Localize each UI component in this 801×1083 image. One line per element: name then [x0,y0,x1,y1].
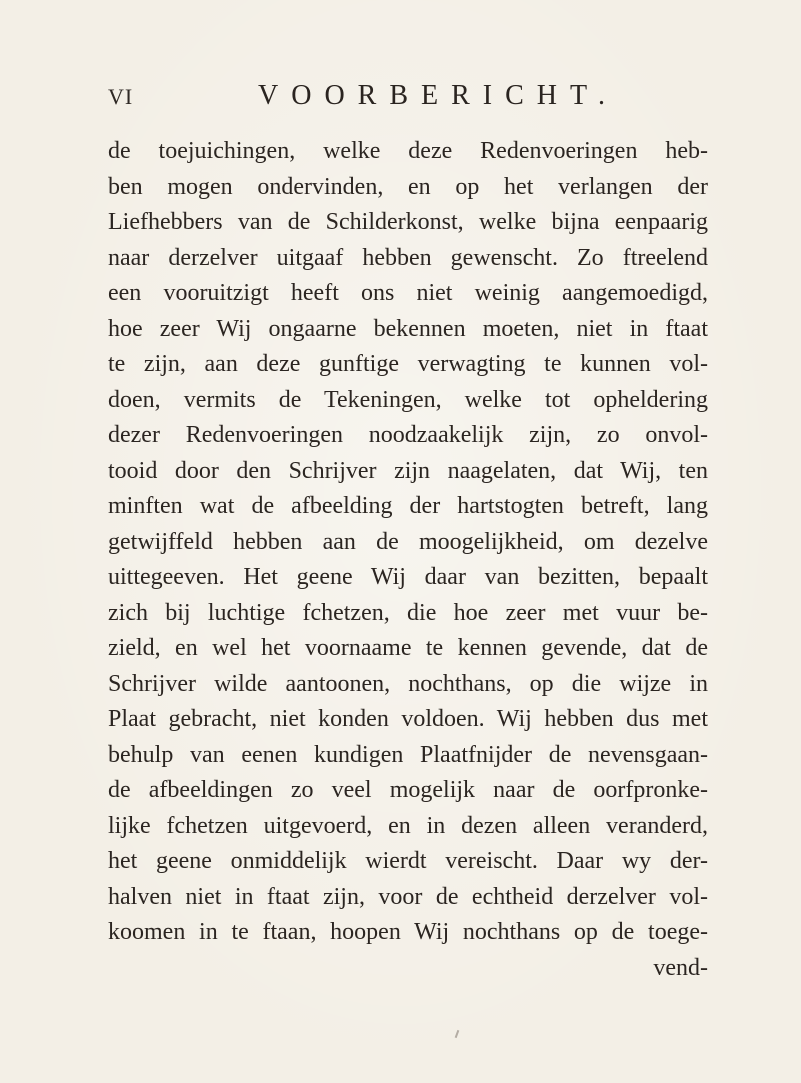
text-line: ben mogen ondervinden, en op het verlangen der [108,173,708,200]
text-line: te zijn, aan deze gunftige verwagting te kunnen vol- [108,351,708,377]
text-line: naar derzelver uitgaaf hebben gewenscht. Zo ftreelend [108,244,708,271]
text-line: het geene onmiddelijk wierdt vereischt. Daar wy der- [108,848,708,874]
text-line: doen, vermits de Tekeningen, welke tot opheldering [108,386,708,413]
page-number: VI [108,84,134,109]
text-line: minften wat de afbeelding der hartstogten betreft, lang [108,493,708,519]
text-line: zield, en wel het voornaame te kennen gevende, dat de [108,635,708,661]
text-line: halven niet in ftaat zijn, voor de echtheid derzelver vol- [108,883,708,910]
text-line: lijke fchetzen uitgevoerd, en in dezen alleen veranderd, [108,812,708,839]
section-title: VOORBERICHT. [258,80,619,111]
text-line: Liefhebbers van de Schilderkonst, welke bijna eenpaarig [108,209,708,235]
text-line: hoe zeer Wij ongaarne bekennen moeten, niet in ftaat [108,315,708,342]
text-line: dezer Redenvoeringen noodzaakelijk zijn, zo onvol- [108,422,708,448]
text-line: een vooruitzigt heeft ons niet weinig aangemoedigd, [108,280,708,306]
text-line: zich bij luchtige fchetzen, die hoe zeer met vuur be- [108,599,708,626]
text-line: behulp van eenen kundigen Plaatfnijder de nevensgaan- [108,741,708,768]
text-line: uittegeeven. Het geene Wij daar van bezitten, bepaalt [108,564,708,590]
text-line: de afbeeldingen zo veel mogelijk naar de oorfpronke- [108,777,708,803]
catchword: vend- [653,954,708,981]
text-line: koomen in te ftaan, hoopen Wij nochthans op de toege- [108,919,708,945]
text-line: Schrijver wilde aantoonen, nochthans, op die wijze in [108,670,708,697]
text-line: Plaat gebracht, niet konden voldoen. Wij hebben dus met [108,706,708,732]
running-head [108,80,728,116]
text-line: getwijffeld hebben aan de moogelijkheid, om dezelve [108,528,708,555]
body-text [108,134,708,986]
paper-speck [455,1030,460,1038]
text-line: tooid door den Schrijver zijn naagelaten, dat Wij, ten [108,457,708,484]
text-line: de toejuichingen, welke deze Redenvoeringen heb- [108,138,708,164]
